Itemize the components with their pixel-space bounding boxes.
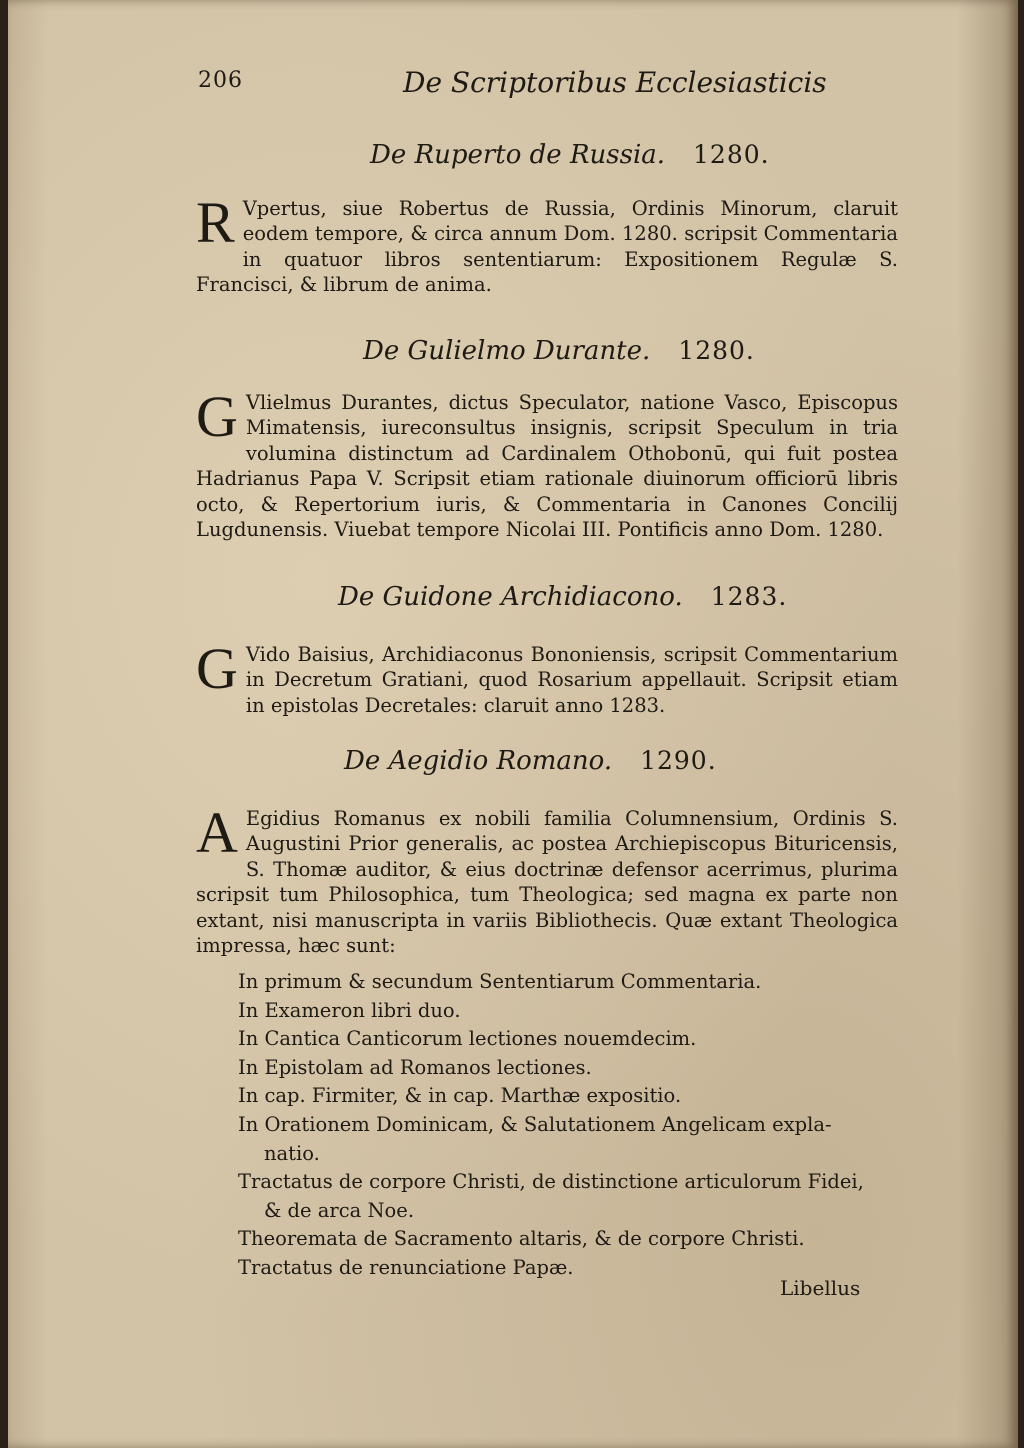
list-item	[238, 1111, 878, 1168]
entry-heading-aegidio	[344, 746, 717, 776]
entry-year: 1283.	[710, 582, 788, 611]
entry-title: De Guidone Archidiacono.	[338, 582, 683, 612]
work-title-continued: natio.	[264, 1141, 320, 1165]
list-item	[238, 968, 878, 997]
entry-title: De Aegidio Romano.	[344, 746, 613, 776]
catchword: Libellus	[780, 1276, 861, 1300]
book-page	[8, 0, 1018, 1448]
entry-body: Egidius Romanus ex nobili familia Columnensium, Ordinis S. Augustini Prior generalis, ac postea Archiepiscopus Bituricensis, S. Thomæ auditor, & eius doctrinæ defensor acerrimus, plurima scripsit tum Philosophica, tum Theologica; sed magna ex parte non extant, nisi manuscripta in variis Bibliothecis. Quæ extant Theologica impressa, hæc sunt:	[196, 807, 898, 958]
drop-capital: A	[196, 800, 238, 865]
list-item	[238, 1225, 878, 1254]
entry-text-ruperto	[196, 190, 898, 298]
work-title: In Cantica Canticorum lectiones nouemdecim.	[238, 1027, 697, 1051]
work-title: In primum & secundum Sententiarum Commentaria.	[238, 970, 762, 993]
entry-heading-gulielmo	[363, 336, 755, 366]
entry-heading-ruperto	[370, 140, 770, 170]
page-number: 206	[198, 68, 243, 93]
entry-heading-guidone	[338, 582, 787, 612]
drop-capital: G	[196, 384, 238, 449]
drop-capital: G	[196, 636, 238, 701]
entry-year: 1280.	[693, 140, 770, 169]
work-title: In Orationem Dominicam, & Salutationem Angelicam expla-	[238, 1112, 832, 1136]
work-title: In Exameron libri duo.	[238, 998, 461, 1022]
work-title: In Epistolam ad Romanos lectiones.	[238, 1055, 592, 1079]
list-item	[238, 997, 878, 1026]
work-title-continued: & de arca Noe.	[264, 1198, 415, 1222]
entry-year: 1290.	[640, 746, 717, 775]
entry-body: Vlielmus Durantes, dictus Speculator, natione Vasco, Episcopus Mimatensis, iureconsultus insignis, scripsit Speculum in tria volumina distinctum ad Cardinalem Othobonū, qui fuit postea Hadrianus Papa V. Scripsit etiam rationale diuinorum officiorū libris octo, & Repertorium iuris, & Commentaria in Canones Concilij Lugdunensis. Viuebat tempore Nicolai III. Pontificis anno Dom. 1280.	[196, 391, 898, 542]
list-item	[238, 1054, 878, 1083]
running-title: De Scriptoribus Ecclesiasticis	[403, 66, 827, 99]
entry-title: De Gulielmo Durante.	[363, 336, 651, 366]
list-item	[238, 1025, 878, 1054]
entry-text-gulielmo	[196, 384, 898, 542]
list-item	[238, 1082, 878, 1111]
drop-capital: R	[196, 190, 235, 255]
entry-text-guidone	[196, 636, 898, 718]
work-title: Tractatus de renunciatione Papæ.	[238, 1255, 574, 1279]
entry-year: 1280.	[678, 336, 755, 365]
work-title: Theoremata de Sacramento altaris, & de corpore Christi.	[238, 1227, 805, 1251]
entry-body: Vpertus, siue Robertus de Russia, Ordinis Minorum, claruit eodem tempore, & circa annum Dom. 1280. scripsit Commentaria in quatuor libros sententiarum: Expositionem Regulæ S. Francisci, & librum de anima.	[196, 197, 898, 297]
list-item	[238, 1168, 878, 1225]
entry-body: Vido Baisius, Archidiaconus Bononiensis, scripsit Commentarium in Decretum Gratiani, quod Rosarium appellauit. Scripsit etiam in epistolas Decretales: claruit anno 1283.	[245, 643, 898, 717]
work-title: Tractatus de corpore Christi, de distinctione articulorum Fidei,	[238, 1170, 864, 1194]
work-title: In cap. Firmiter, & in cap. Marthæ expositio.	[238, 1084, 682, 1108]
entry-text-aegidio	[196, 800, 898, 958]
entry-title: De Ruperto de Russia.	[370, 140, 666, 170]
works-list	[238, 968, 878, 1283]
